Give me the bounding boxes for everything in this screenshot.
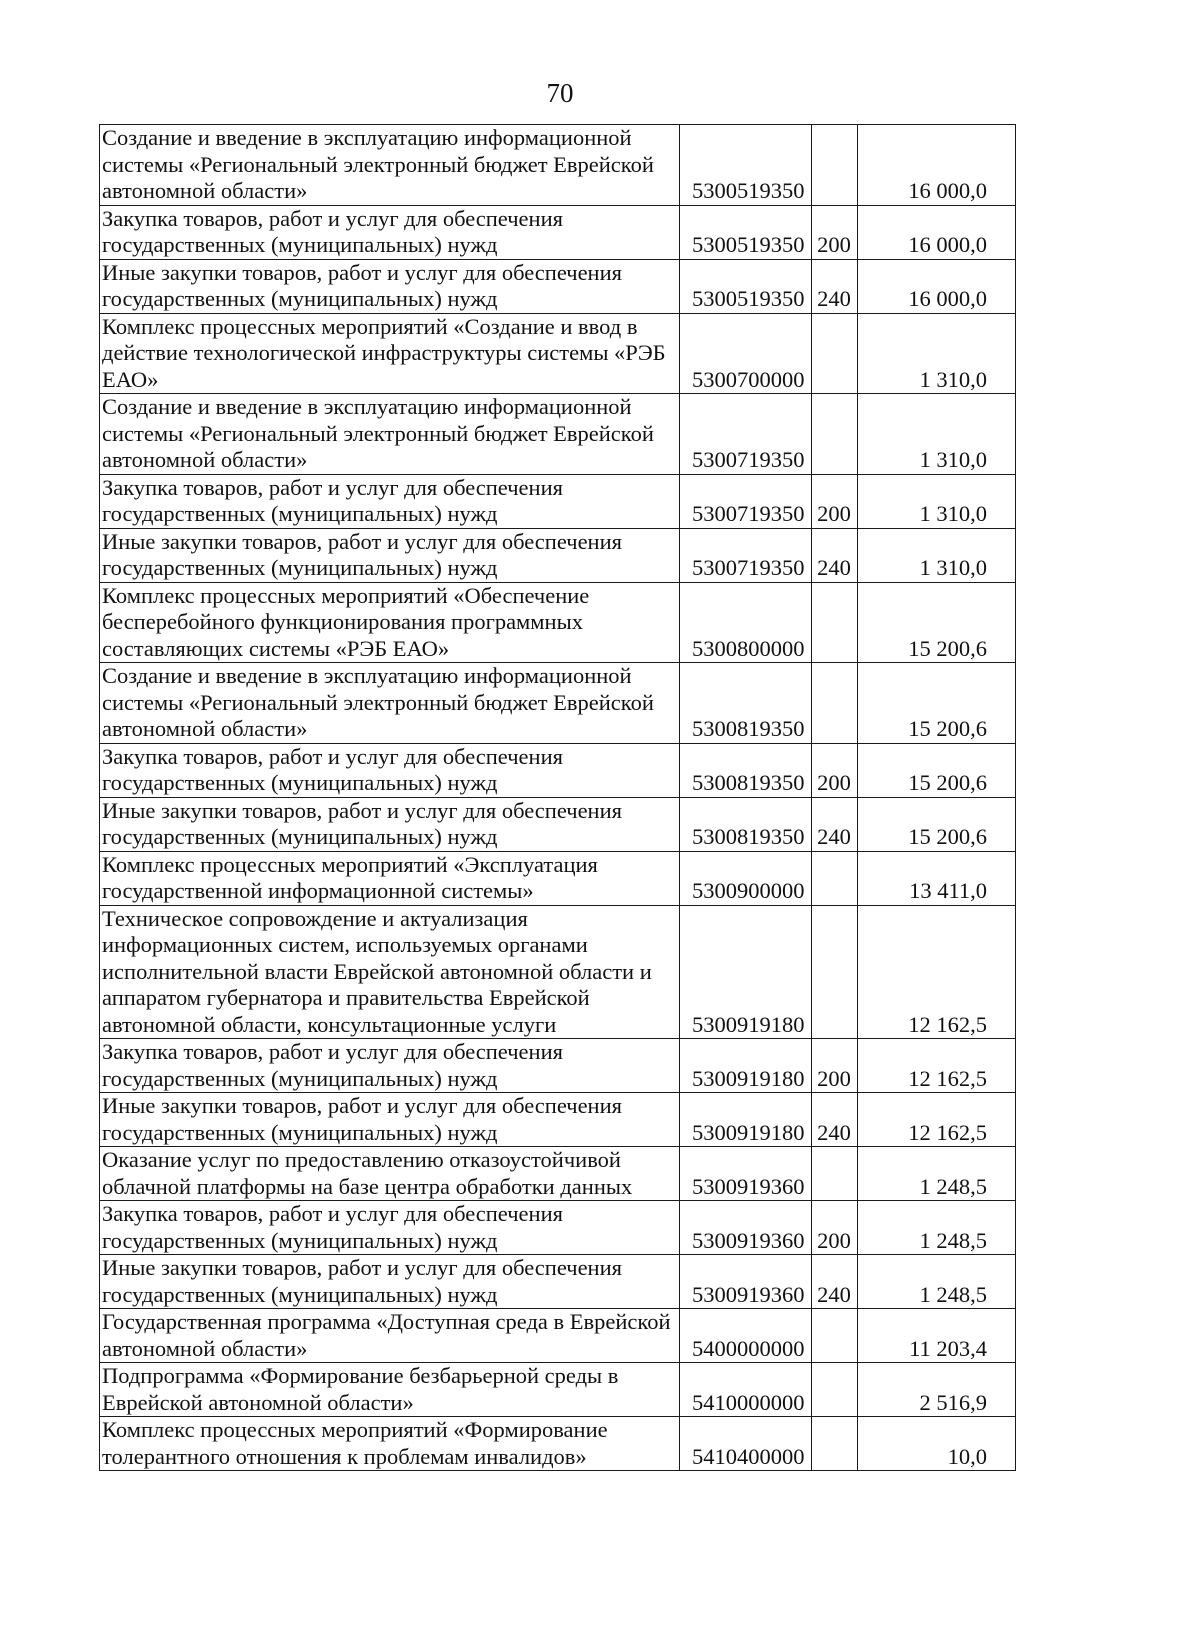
amount: 1 248,5: [858, 1147, 1016, 1201]
target-item-code: 5300819350: [680, 743, 812, 797]
target-item-code: 5300719350: [680, 394, 812, 475]
table-row: [100, 582, 1016, 663]
target-item-code: 5300919180: [680, 1093, 812, 1147]
table-row: [100, 1201, 1016, 1255]
row-name: Создание и введение в эксплуатацию информационной системы «Региональный электронный бюджет Еврейской автономной области»: [100, 125, 680, 206]
table-row: [100, 851, 1016, 905]
target-item-code: 5300919180: [680, 905, 812, 1039]
expense-type-code: 200: [812, 1039, 858, 1093]
target-item-code: 5300819350: [680, 663, 812, 744]
row-name: Иные закупки товаров, работ и услуг для обеспечения государственных (муниципальных) нужд: [100, 259, 680, 313]
table-row: [100, 205, 1016, 259]
target-item-code: 5400000000: [680, 1309, 812, 1363]
expense-type-code: 200: [812, 205, 858, 259]
row-name: Комплекс процессных мероприятий «Создание и ввод в действие технологической инфраструктуры системы «РЭБ ЕАО»: [100, 313, 680, 394]
expense-type-code: [812, 1309, 858, 1363]
table-row: [100, 1147, 1016, 1201]
expense-type-code: 200: [812, 743, 858, 797]
table-row: [100, 1039, 1016, 1093]
row-name: Иные закупки товаров, работ и услуг для обеспечения государственных (муниципальных) нужд: [100, 797, 680, 851]
row-name: Комплекс процессных мероприятий «Эксплуатация государственной информационной системы»: [100, 851, 680, 905]
amount: 1 248,5: [858, 1255, 1016, 1309]
expense-type-code: 240: [812, 1093, 858, 1147]
expense-type-code: [812, 313, 858, 394]
amount: 1 248,5: [858, 1201, 1016, 1255]
table-row: [100, 663, 1016, 744]
table-row: [100, 797, 1016, 851]
amount: 12 162,5: [858, 1093, 1016, 1147]
expense-type-code: [812, 125, 858, 206]
row-name: Иные закупки товаров, работ и услуг для обеспечения государственных (муниципальных) нужд: [100, 528, 680, 582]
target-item-code: 5300700000: [680, 313, 812, 394]
row-name: Закупка товаров, работ и услуг для обеспечения государственных (муниципальных) нужд: [100, 474, 680, 528]
table-row: [100, 394, 1016, 475]
row-name: Государственная программа «Доступная среда в Еврейской автономной области»: [100, 1309, 680, 1363]
row-name: Закупка товаров, работ и услуг для обеспечения государственных (муниципальных) нужд: [100, 1039, 680, 1093]
table-row: [100, 259, 1016, 313]
row-name: Иные закупки товаров, работ и услуг для обеспечения государственных (муниципальных) нужд: [100, 1093, 680, 1147]
expense-type-code: [812, 663, 858, 744]
amount: 12 162,5: [858, 1039, 1016, 1093]
row-name: Подпрограмма «Формирование безбарьерной среды в Еврейской автономной области»: [100, 1363, 680, 1417]
target-item-code: 5300819350: [680, 797, 812, 851]
amount: 15 200,6: [858, 743, 1016, 797]
expense-type-code: [812, 905, 858, 1039]
expense-type-code: 240: [812, 259, 858, 313]
target-item-code: 5300519350: [680, 259, 812, 313]
table-row: [100, 1417, 1016, 1471]
table-row: [100, 1363, 1016, 1417]
table-row: [100, 1309, 1016, 1363]
amount: 15 200,6: [858, 582, 1016, 663]
expense-type-code: 200: [812, 474, 858, 528]
expense-type-code: [812, 1417, 858, 1471]
target-item-code: 5410000000: [680, 1363, 812, 1417]
table-row: [100, 1255, 1016, 1309]
target-item-code: 5300719350: [680, 474, 812, 528]
amount: 1 310,0: [858, 394, 1016, 475]
expense-type-code: [812, 851, 858, 905]
amount: 1 310,0: [858, 474, 1016, 528]
expense-type-code: [812, 1363, 858, 1417]
table-row: [100, 125, 1016, 206]
row-name: Создание и введение в эксплуатацию информационной системы «Региональный электронный бюджет Еврейской автономной области»: [100, 394, 680, 475]
row-name: Закупка товаров, работ и услуг для обеспечения государственных (муниципальных) нужд: [100, 743, 680, 797]
row-name: Оказание услуг по предоставлению отказоустойчивой облачной платформы на базе центра обработки данных: [100, 1147, 680, 1201]
amount: 13 411,0: [858, 851, 1016, 905]
target-item-code: 5300919360: [680, 1201, 812, 1255]
amount: 12 162,5: [858, 905, 1016, 1039]
row-name: Комплекс процессных мероприятий «Обеспечение бесперебойного функционирования программных составляющих системы «РЭБ ЕАО»: [100, 582, 680, 663]
target-item-code: 5300800000: [680, 582, 812, 663]
amount: 16 000,0: [858, 259, 1016, 313]
expense-type-code: 240: [812, 1255, 858, 1309]
target-item-code: 5300919360: [680, 1255, 812, 1309]
amount: 1 310,0: [858, 528, 1016, 582]
budget-table: [99, 124, 1016, 1471]
expense-type-code: 240: [812, 528, 858, 582]
row-name: Создание и введение в эксплуатацию информационной системы «Региональный электронный бюджет Еврейской автономной области»: [100, 663, 680, 744]
expense-type-code: [812, 582, 858, 663]
target-item-code: 5300919360: [680, 1147, 812, 1201]
target-item-code: 5300919180: [680, 1039, 812, 1093]
row-name: Закупка товаров, работ и услуг для обеспечения государственных (муниципальных) нужд: [100, 1201, 680, 1255]
amount: 1 310,0: [858, 313, 1016, 394]
amount: 11 203,4: [858, 1309, 1016, 1363]
page-number: 70: [546, 78, 574, 108]
row-name: Закупка товаров, работ и услуг для обеспечения государственных (муниципальных) нужд: [100, 205, 680, 259]
table-row: [100, 743, 1016, 797]
amount: 10,0: [858, 1417, 1016, 1471]
target-item-code: 5410400000: [680, 1417, 812, 1471]
row-name: Техническое сопровождение и актуализация информационных систем, используемых органами исполнительной власти Еврейской автономной области и аппаратом губернатора и правительства Еврейской автономной области, консультационные услуги: [100, 905, 680, 1039]
table-row: [100, 1093, 1016, 1147]
row-name: Иные закупки товаров, работ и услуг для обеспечения государственных (муниципальных) нужд: [100, 1255, 680, 1309]
expense-type-code: 240: [812, 797, 858, 851]
table-row: [100, 474, 1016, 528]
amount: 16 000,0: [858, 125, 1016, 206]
amount: 16 000,0: [858, 205, 1016, 259]
row-name: Комплекс процессных мероприятий «Формирование толерантного отношения к проблемам инвалидов»: [100, 1417, 680, 1471]
expense-type-code: [812, 394, 858, 475]
amount: 2 516,9: [858, 1363, 1016, 1417]
expense-type-code: [812, 1147, 858, 1201]
target-item-code: 5300519350: [680, 205, 812, 259]
target-item-code: 5300900000: [680, 851, 812, 905]
expense-type-code: 200: [812, 1201, 858, 1255]
table-row: [100, 528, 1016, 582]
budget-table-body: [100, 125, 1016, 1471]
target-item-code: 5300519350: [680, 125, 812, 206]
table-row: [100, 905, 1016, 1039]
target-item-code: 5300719350: [680, 528, 812, 582]
amount: 15 200,6: [858, 797, 1016, 851]
table-row: [100, 313, 1016, 394]
amount: 15 200,6: [858, 663, 1016, 744]
